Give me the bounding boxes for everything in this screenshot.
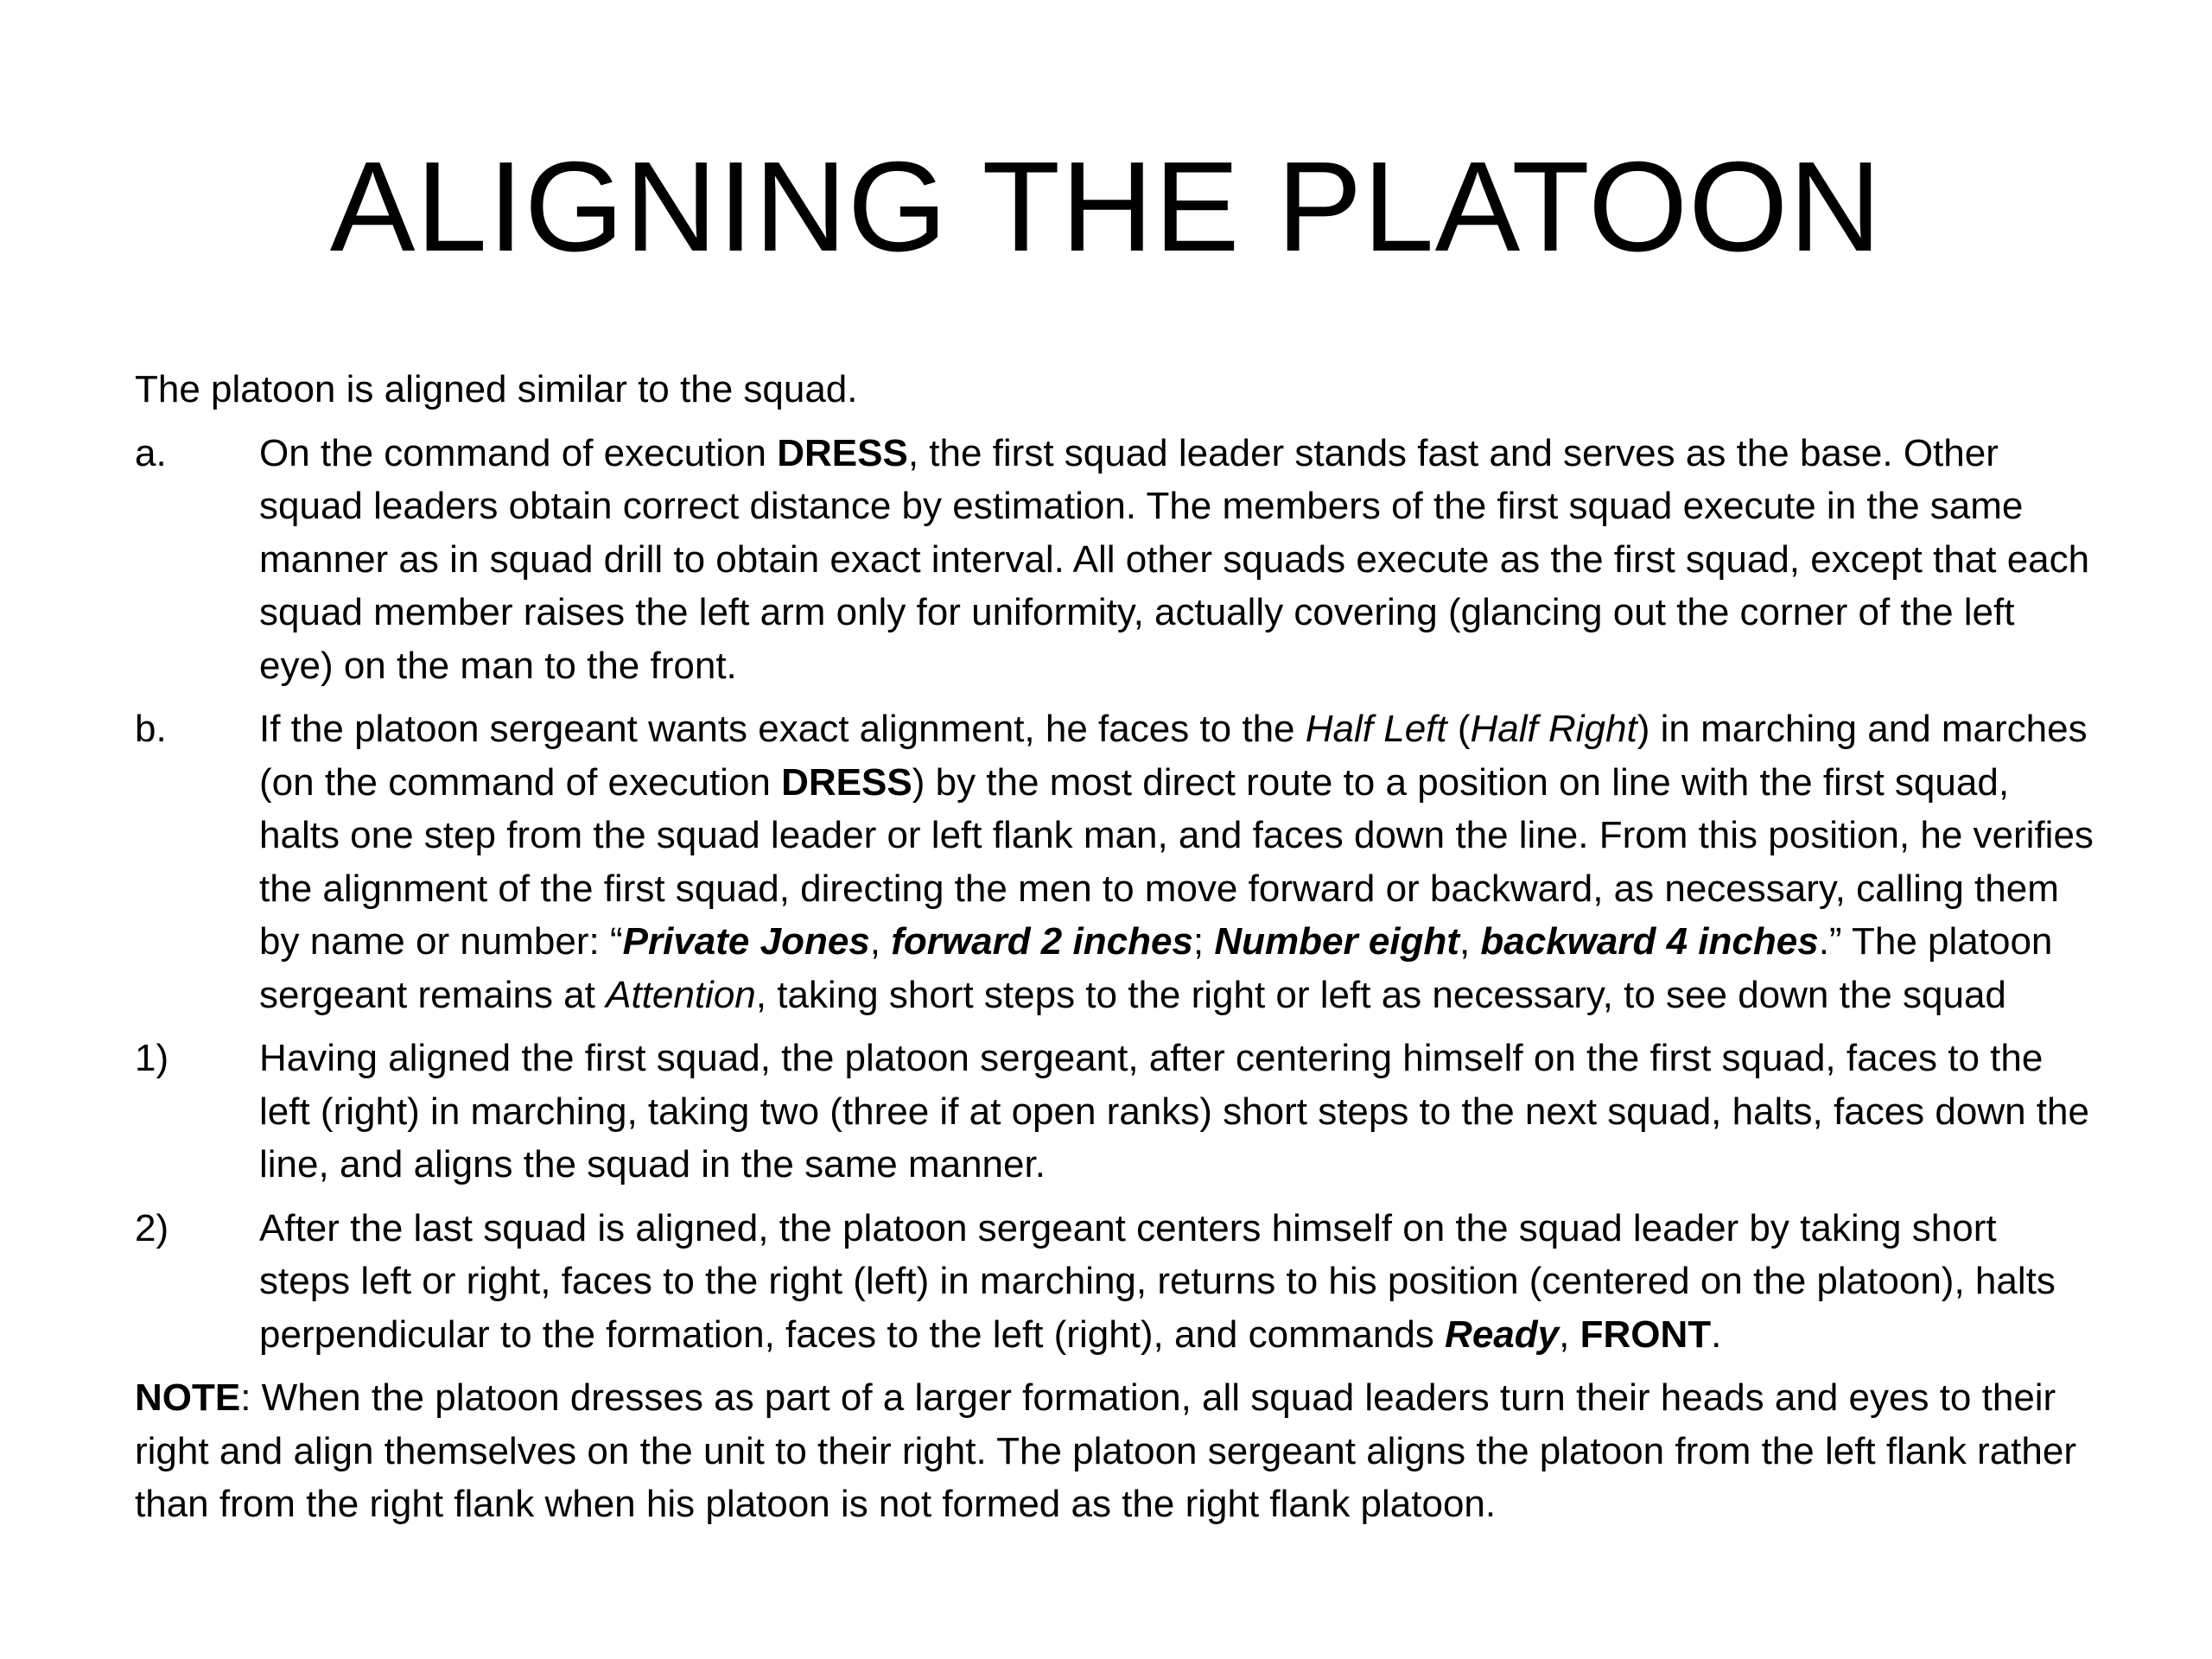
bold-command: FRONT <box>1580 1313 1712 1356</box>
list-item-a <box>135 427 2096 693</box>
list-item-text <box>259 1202 2096 1362</box>
italic-command: Half Left <box>1305 708 1447 750</box>
text-run: . <box>1711 1313 1722 1356</box>
text-run: .” The platoon sergeant remains at <box>259 920 2053 1016</box>
list-item-text: Having aligned the first squad, the platoon sergeant, after centering himself on the first squad, faces to the left (right) in marching, taking two (three if at open ranks) short steps to the next squad, halts, faces down the line, and aligns the squad in the same manner. <box>259 1037 2089 1185</box>
list-item-1 <box>135 1032 2096 1192</box>
slide-body <box>135 363 2096 1531</box>
list-marker: 1) <box>135 1037 169 1079</box>
slide-title: ALIGNING THE PLATOON <box>329 136 1883 278</box>
bold-italic-command: Private Jones <box>622 920 870 963</box>
bold-italic-command: Ready <box>1445 1313 1560 1356</box>
list-marker: b. <box>135 708 167 750</box>
text-run: , the first squad leader stands fast and serves as the base. Other squad leaders obtain correct distance by estimation. The members of the first squad execute in the same manner as in squad drill to obtain exact interval. All other squads execute as the first squad, except that each squad member raises the left arm only for uniformity, actually covering (glancing out the corner of the left eye) on the man to the front. <box>259 431 2090 687</box>
note-text: : When the platoon dresses as part of a larger formation, all squad leaders turn their heads and eyes to their right and align themselves on the unit to their right. The platoon sergeant aligns the platoon from the left flank rather than from the right flank when his platoon is not formed as the right flank platoon. <box>135 1376 2076 1525</box>
list-item-b <box>135 702 2096 1021</box>
list-marker: a. <box>135 431 167 474</box>
intro-paragraph: The platoon is aligned similar to the squad. <box>135 368 858 410</box>
text-run: , <box>869 920 892 963</box>
list-item-text <box>259 427 2096 693</box>
italic-command: Attention <box>606 973 756 1016</box>
text-run: If the platoon sergeant wants exact alignment, he faces to the <box>259 708 1306 750</box>
note-paragraph <box>135 1371 2096 1531</box>
text-run: ( <box>1446 708 1471 750</box>
text-run: ) in marching and marches (on the command of execution <box>259 708 2088 804</box>
list-item-2 <box>135 1202 2096 1362</box>
text-run: On the command of execution <box>259 431 778 474</box>
bold-command: DRESS <box>781 760 912 804</box>
note-label: NOTE <box>135 1376 241 1419</box>
bold-command: DRESS <box>777 431 908 474</box>
text-run: ; <box>1192 920 1215 963</box>
italic-command: Half Right <box>1470 708 1637 750</box>
text-run: , taking short steps to the right or left as necessary, to see down the squad <box>755 973 2006 1016</box>
list-marker: 2) <box>135 1206 169 1249</box>
text-run: ) by the most direct route to a position on line with the first squad, halts one step from the squad leader or left flank man, and faces down the line. From this position, he verifies the alignment of the first squad, directing the men to move forward or backward, as necessary, calling them by name or number: “ <box>259 760 2094 963</box>
text-run: , <box>1459 920 1481 963</box>
bold-italic-command: backward 4 inches <box>1480 920 1819 963</box>
text-run: After the last squad is aligned, the platoon sergeant centers himself on the squad leader by taking short steps left or right, faces to the right (left) in marching, returns to his position (centered on the platoon), halts perpendicular to the formation, faces to the left (right), and commands <box>259 1206 2056 1356</box>
list-item-text <box>259 702 2096 1021</box>
bold-italic-command: forward 2 inches <box>891 920 1193 963</box>
bold-italic-command: Number eight <box>1214 920 1459 963</box>
text-run: , <box>1559 1313 1580 1356</box>
